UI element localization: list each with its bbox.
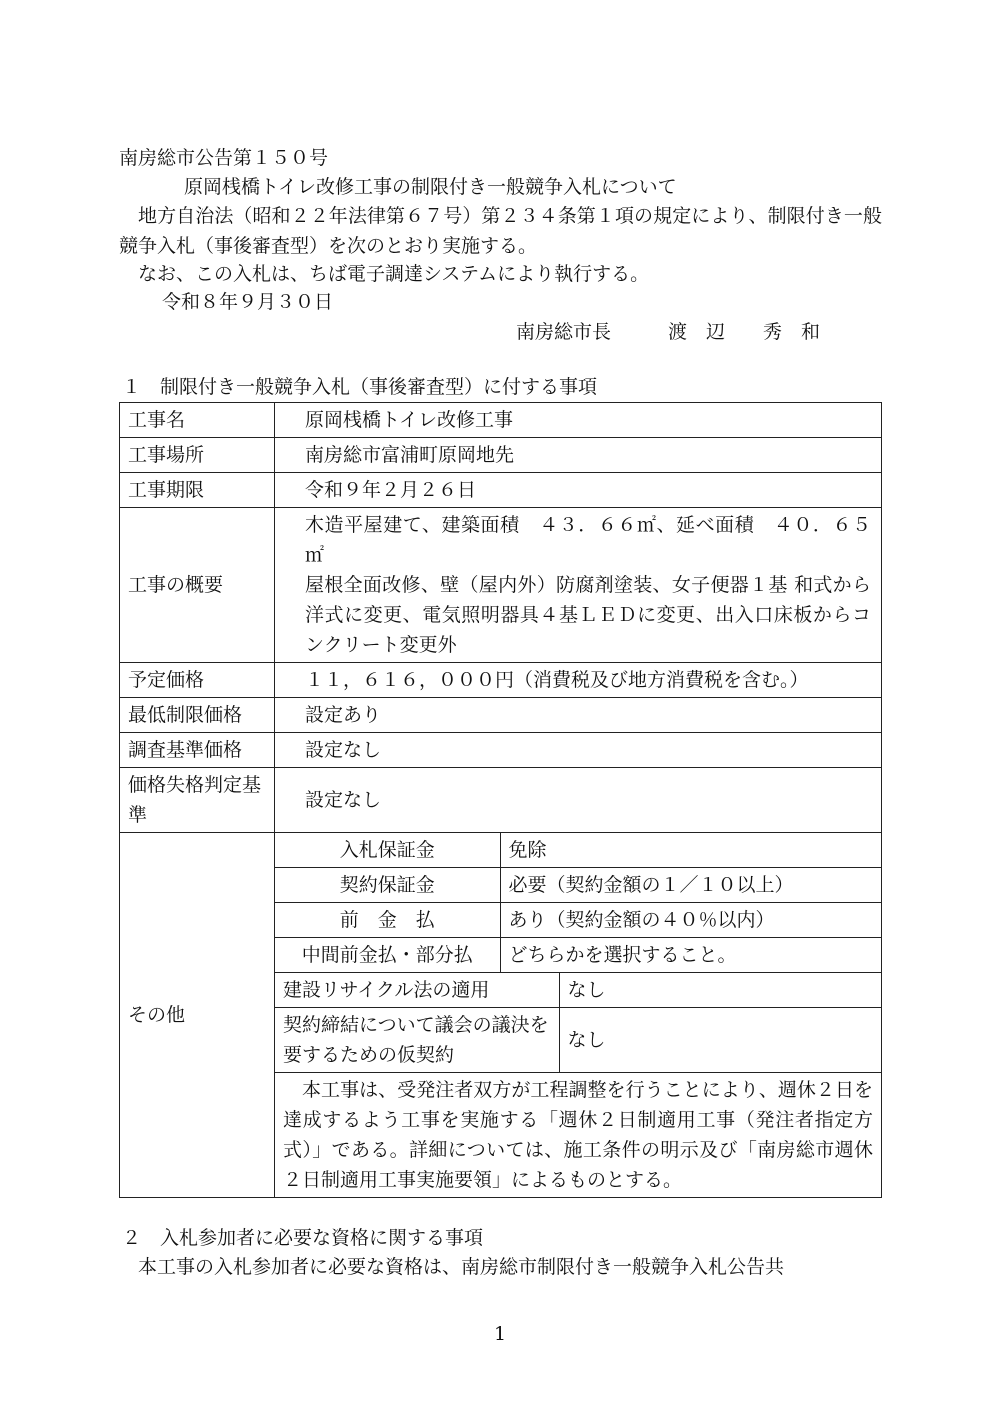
table-row [120,833,882,1198]
row-label: 価格失格判定基準 [120,768,275,833]
table-row [120,403,882,438]
overview-line-1: 木造平屋建て、建築面積 ４３．６６㎡、延べ面積 ４０．６５㎡ [305,514,871,566]
notice-date: 令和８年９月３０日 [162,291,334,313]
sub-value: どちらかを選択すること。 [500,938,881,973]
table-row [120,508,882,663]
row-value: 設定なし [275,768,882,833]
row-value: 原岡桟橋トイレ改修工事 [275,403,882,438]
weekend-note: 本工事は、受発注者双方が工程調整を行うことにより、週休２日を達成するよう工事を実施する「週休２日制適用工事（発注者指定方式）」である。詳細については、施工条件の明示及び「南房総市週休２日制適用工事実施要領」によるものとする。 [275,1073,881,1198]
sub-value: なし [559,973,881,1008]
section2-heading: ２ 入札参加者に必要な資格に関する事項 [122,1227,484,1249]
row-value: 令和９年２月２６日 [275,473,882,508]
table-row [275,833,881,868]
document-title: 原岡桟橋トイレ改修工事の制限付き一般競争入札について [184,176,677,198]
row-value: 南房総市富浦町原岡地先 [275,438,882,473]
other-details [275,833,882,1198]
table-row [120,698,882,733]
section2-text: 本工事の入札参加者に必要な資格は、南房総市制限付き一般競争入札公告共 [138,1256,785,1278]
other-label: その他 [120,833,275,1198]
sub-label: 前 金 払 [275,903,500,938]
row-label: 予定価格 [120,663,275,698]
table-row [120,733,882,768]
table-row [120,473,882,508]
signer-title: 南房総市長 [516,321,612,343]
sub-value: 免除 [500,833,881,868]
row-value: １１，６１６，０００円（消費税及び地方消費税を含む。） [275,663,882,698]
sub-label: 契約保証金 [275,868,500,903]
page-number: 1 [493,1323,507,1345]
row-label: 最低制限価格 [120,698,275,733]
intro-paragraph: 地方自治法（昭和２２年法律第６７号）第２３４条第１項の規定により、制限付き一般競争入札（事後審査型）を次のとおり実施する。 [119,205,882,257]
notice-number: 南房総市公告第１５０号 [119,147,329,169]
table-row [275,1008,881,1073]
row-label: 工事名 [120,403,275,438]
table-row [120,768,882,833]
sub-value: なし [559,1008,881,1073]
overview-line-2: 屋根全面改修、壁（屋内外）防腐剤塗装、女子便器１基 和式から洋式に変更、電気照明器具４基ＬＥＤに変更、出入口床板からコンクリート変更外 [305,574,871,656]
table-row [275,1073,881,1198]
row-value: 設定なし [275,733,882,768]
row-value: 設定あり [275,698,882,733]
table-row [120,438,882,473]
row-label: 工事期限 [120,473,275,508]
table-row [275,973,881,1008]
sub-label: 入札保証金 [275,833,500,868]
guarantee-table [275,833,881,973]
intro-note: なお、この入札は、ちば電子調達システムにより執行する。 [138,263,650,285]
table-row [275,938,881,973]
row-label: 工事場所 [120,438,275,473]
bid-details-table [119,402,882,1198]
contract-table [275,973,881,1197]
sub-value: 必要（契約金額の１／１０以上） [500,868,881,903]
sub-label: 契約締結について議会の議決を要するための仮契約 [275,1008,559,1073]
sub-value: あり（契約金額の４０％以内） [500,903,881,938]
sub-label: 中間前金払・部分払 [275,938,500,973]
table-row [120,663,882,698]
signer-name: 渡 辺 秀 和 [668,321,821,343]
table-row [275,903,881,938]
table-row [275,868,881,903]
section1-heading: １ 制限付き一般競争入札（事後審査型）に付する事項 [122,376,598,398]
row-label: 調査基準価格 [120,733,275,768]
row-value [275,508,882,663]
row-label: 工事の概要 [120,508,275,663]
sub-label: 建設リサイクル法の適用 [275,973,559,1008]
